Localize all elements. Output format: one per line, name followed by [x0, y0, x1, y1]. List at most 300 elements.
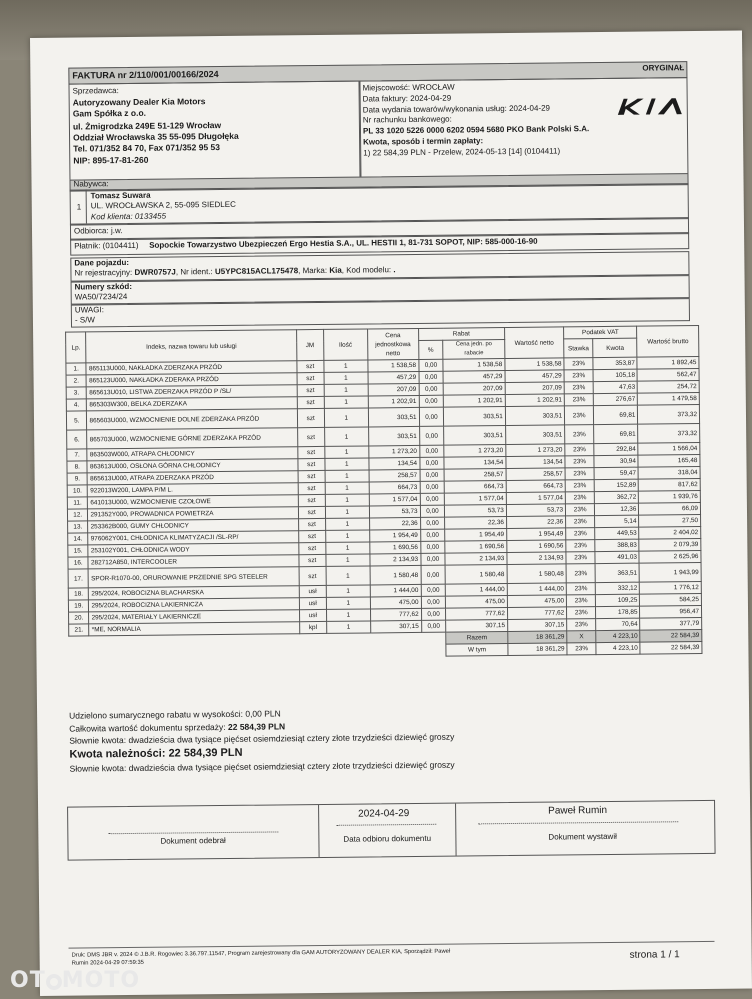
- reg-label: Nr rejestracyjny:: [74, 267, 133, 278]
- cell-name: 976062Y001, CHŁODNICA KLIMATYZACJI /SL-RP/: [88, 531, 298, 545]
- cell-net: 777,62: [507, 607, 566, 620]
- cell-jm: szt: [298, 530, 325, 542]
- cell-net: 1 273,20: [506, 444, 565, 457]
- cell-pct: 0,00: [420, 517, 445, 529]
- cell-jm: szt: [298, 458, 325, 470]
- col-vat-rate: Stawka: [564, 339, 593, 358]
- cell-qty: 1: [324, 408, 368, 427]
- cell-pct: 0,00: [420, 481, 445, 493]
- cell-qty: 1: [325, 518, 369, 530]
- cell-name: 922013W200, LAMPA P/M L.: [88, 483, 298, 497]
- cell-vat: 12,36: [595, 503, 639, 515]
- cell-rate: 23%: [565, 492, 594, 504]
- cell-name: 865113U000, NAKŁADKA ZDERZAKA PRZÓD: [86, 361, 296, 375]
- cell-jm: szt: [297, 408, 324, 427]
- cell-price: 2 134,93: [370, 553, 421, 566]
- cell-price: 1 690,56: [370, 541, 421, 554]
- cell-net: 2 134,93: [507, 552, 566, 565]
- col-qty: Ilość: [323, 329, 368, 360]
- cell-gross: 2 404,02: [639, 527, 701, 540]
- amount-due-value: 22 584,39 PLN: [168, 746, 243, 760]
- cell-rate: 23%: [564, 370, 593, 382]
- cell-dprice: 475,00: [446, 596, 508, 609]
- cell-jm: kpl: [299, 621, 326, 633]
- cell-qty: 1: [325, 530, 369, 542]
- buyer-label: Nabywca:: [73, 179, 109, 189]
- col-lp: Lp.: [66, 332, 87, 363]
- cell-lp: 8.: [67, 461, 88, 473]
- page-number: strona 1 / 1: [629, 949, 680, 961]
- cell-vat: 388,83: [595, 539, 639, 551]
- cell-price: 1 577,04: [369, 493, 420, 506]
- cell-pct: 0,00: [418, 359, 443, 371]
- place: Miejscowość: WROCŁAW: [362, 82, 455, 93]
- cell-jm: usł: [299, 585, 326, 597]
- sig-line-3: [478, 821, 678, 824]
- cell-qty: 1: [326, 609, 370, 621]
- cell-jm: szt: [297, 427, 324, 446]
- col-vat: Podatek VAT: [564, 326, 637, 339]
- cell-name: 865613U010, LISTWA ZDERZAKA PRZÓD P /SL/: [87, 385, 297, 399]
- cell-rate: 23%: [564, 382, 593, 394]
- cell-gross: 956,47: [640, 605, 702, 618]
- cell-vat: 449,53: [595, 527, 639, 539]
- cell-qty: 1: [324, 396, 368, 408]
- cell-lp: 5.: [66, 411, 87, 430]
- cell-net: 307,15: [507, 619, 566, 632]
- cell-gross: 1 943,99: [639, 563, 701, 583]
- cell-jm: usł: [299, 609, 326, 621]
- cell-pct: 0,00: [421, 620, 446, 632]
- cell-lp: 1.: [66, 363, 87, 375]
- cell-pct: 0,00: [420, 553, 445, 565]
- cell-dprice: 303,51: [444, 426, 506, 446]
- col-disc-price: Cena jedn. po rabacie: [443, 340, 505, 360]
- col-price: Cena jednostkowa netto: [367, 328, 418, 360]
- cell-lp: 18.: [68, 588, 89, 600]
- cell-name: 291352Y000, PROWADNICA POWIETRZA: [88, 507, 298, 521]
- cell-pct: 0,00: [420, 529, 445, 541]
- cell-qty: 1: [326, 597, 370, 609]
- issuer-name: Paweł Rumin: [548, 805, 608, 817]
- receipt-date-label: Data odbioru dokumentu: [343, 833, 432, 844]
- payer-value: Sopockie Towarzystwo Ubezpieczeń Ergo Hestia S.A., UL. HESTII 1, 81-731 SOPOT, NIP: 585-000-16-90: [149, 236, 538, 250]
- cell-lp: 2.: [66, 375, 87, 387]
- cell-jm: szt: [299, 542, 326, 554]
- cell-pct: 0,00: [420, 469, 445, 481]
- buyer-number: 1: [76, 202, 82, 212]
- cell-price: 1 273,20: [369, 445, 420, 458]
- sig-divider-2: [455, 804, 457, 856]
- cell-name: 641013U000, WZMOCNIENIE CZOŁOWE: [88, 495, 298, 509]
- cell-qty: 1: [325, 482, 369, 494]
- cell-pct: 0,00: [419, 445, 444, 457]
- cell-price: 1 444,00: [370, 584, 421, 597]
- cell-net: 1 577,04: [506, 492, 565, 505]
- cell-gross: 584,25: [640, 594, 702, 607]
- cell-net: 303,51: [505, 406, 564, 426]
- invoice-date: Data faktury: 2024-04-29: [362, 93, 452, 104]
- cell-jm: szt: [298, 446, 325, 458]
- cell-pct: 0,00: [419, 395, 444, 407]
- seller-line5: Tel. 071/352 84 70, Fax 071/352 95 53: [73, 142, 221, 154]
- cell-pct: 0,00: [421, 608, 446, 620]
- cell-dprice: 307,15: [446, 620, 508, 633]
- cell-lp: 20.: [69, 612, 90, 624]
- cell-rate: 23%: [565, 406, 594, 425]
- payment-terms: 1) 22 584,39 PLN - Przelew, 2024-05-13 [14] (0104411): [363, 146, 561, 158]
- cell-vat: 69,81: [594, 424, 638, 443]
- including-label: W tym: [446, 644, 508, 657]
- notes-label: UWAGI:: [74, 305, 104, 315]
- model-code: .: [393, 265, 396, 275]
- col-discount: Rabat: [418, 328, 504, 341]
- seller-line1: Autoryzowany Dealer Kia Motors: [72, 96, 206, 108]
- cell-rate: 23%: [566, 516, 595, 528]
- cell-name: 863613U000, OSŁONA GÓRNA CHŁODNICY: [87, 459, 297, 473]
- cell-qty: 1: [324, 360, 368, 372]
- cell-net: 457,29: [505, 370, 564, 383]
- damage-label: Numery szkód:: [74, 281, 133, 292]
- cell-jm: usł: [299, 597, 326, 609]
- cell-rate: 23%: [566, 595, 595, 607]
- cell-gross: 1 892,45: [637, 357, 699, 370]
- damage-value: WA50/7234/24: [74, 291, 128, 302]
- cell-dprice: 1 580,48: [445, 565, 507, 585]
- including-gross: 22 584,39: [640, 641, 702, 654]
- cell-lp: 6.: [67, 430, 88, 449]
- document-total-label: Całkowita wartość dokumentu sprzedaży:: [69, 721, 226, 734]
- cell-lp: 12.: [67, 509, 88, 521]
- cell-qty: 1: [325, 506, 369, 518]
- payment-label: Kwota, sposób i termin zapłaty:: [363, 136, 484, 147]
- seller-label: Sprzedawca:: [72, 86, 119, 96]
- total-gross: 22 584,39: [640, 629, 702, 642]
- cell-vat: 353,87: [593, 357, 637, 369]
- reg-number: DWR0757J: [134, 267, 176, 277]
- cell-dprice: 134,54: [444, 457, 506, 470]
- cell-price: 207,09: [368, 383, 419, 396]
- cell-dprice: 207,09: [444, 383, 506, 396]
- cell-dprice: 22,36: [445, 517, 507, 530]
- cell-lp: 10.: [67, 485, 88, 497]
- cell-pct: 0,00: [420, 505, 445, 517]
- cell-vat: 363,51: [595, 563, 639, 582]
- cell-price: 1 538,58: [368, 359, 419, 372]
- issue-date: Data wydania towarów/wykonania usług: 2024-04-29: [362, 103, 551, 115]
- cell-lp: 4.: [66, 399, 87, 411]
- receipt-date: 2024-04-29: [358, 808, 410, 820]
- cell-jm: szt: [299, 566, 326, 585]
- cell-qty: 1: [324, 427, 368, 446]
- cell-name: SPOR-R1070-00, ORUROWANIE PRZEDNIE SPG STEELER: [89, 567, 299, 588]
- cell-vat: 362,72: [595, 491, 639, 503]
- total-label: Razem: [446, 632, 508, 645]
- cell-name: *ME, NORMALIA: [89, 622, 299, 636]
- cell-rate: 23%: [566, 583, 595, 595]
- col-jm: JM: [296, 329, 323, 360]
- cell-gross: 254,72: [638, 381, 700, 394]
- cell-vat: 109,25: [596, 594, 640, 606]
- cell-price: 22,36: [369, 517, 420, 530]
- col-disc-pct: %: [418, 340, 443, 359]
- cell-name: 295/2024, ROBOCIZNA BLACHARSKA: [89, 586, 299, 600]
- invoice-page: [30, 31, 752, 996]
- cell-price: 303,51: [368, 407, 419, 427]
- cell-jm: szt: [297, 384, 324, 396]
- including-spacer: [69, 644, 446, 660]
- cell-name: 863503W000, ATRAPA CHŁODNICY: [87, 447, 297, 461]
- cell-qty: 1: [326, 621, 370, 633]
- cell-jm: szt: [297, 372, 324, 384]
- document-total: [69, 721, 285, 733]
- cell-net: 664,73: [506, 480, 565, 493]
- cell-gross: 1 939,76: [639, 491, 701, 504]
- cell-qty: 1: [325, 470, 369, 482]
- cell-vat: 47,63: [593, 381, 637, 393]
- brand: Kia: [329, 265, 342, 275]
- cell-dprice: 1 577,04: [445, 493, 507, 506]
- cell-price: 475,00: [370, 596, 421, 609]
- cell-net: 22,36: [506, 516, 565, 529]
- cell-lp: 13.: [68, 521, 89, 533]
- cell-dprice: 1 202,91: [444, 395, 506, 408]
- cell-rate: 23%: [564, 358, 593, 370]
- recipient: Odbiorca: j.w.: [73, 226, 123, 236]
- cell-jm: szt: [299, 554, 326, 566]
- invoice-title: FAKTURA nr 2/110/001/00166/2024: [72, 69, 219, 81]
- cell-name: 295/2024, ROBOCIZNA LAKIERNICZA: [89, 598, 299, 612]
- cell-net: 475,00: [507, 595, 566, 608]
- cell-gross: 1 566,04: [638, 443, 700, 456]
- cell-dprice: 457,29: [443, 371, 505, 384]
- cell-gross: 377,79: [640, 617, 702, 630]
- cell-jm: szt: [298, 518, 325, 530]
- cell-rate: 23%: [565, 468, 594, 480]
- cell-name: 253362B000, GUMY CHŁODNICY: [88, 519, 298, 533]
- cell-name: 865613U000, ATRAPA ZDERZAKA PRZÓD: [88, 471, 298, 485]
- seller-line6: NIP: 895-17-81-260: [73, 154, 149, 166]
- cell-pct: 0,00: [419, 371, 444, 383]
- cell-lp: 7.: [67, 449, 88, 461]
- cell-rate: 23%: [567, 619, 596, 631]
- cell-name: 282712A850, INTERCOOLER: [88, 555, 298, 569]
- cell-gross: 373,32: [638, 405, 700, 425]
- cell-lp: 19.: [68, 600, 89, 612]
- cell-net: 207,09: [505, 382, 564, 395]
- cell-dprice: 1 954,49: [445, 529, 507, 542]
- col-vat-amount: Kwota: [593, 338, 637, 357]
- cell-rate: 23%: [565, 456, 594, 468]
- cell-net: 1 954,49: [506, 528, 565, 541]
- cell-qty: 1: [325, 494, 369, 506]
- kia-logo-icon: [616, 94, 686, 119]
- footer-print-line1: Druk: DMS JBR v. 2024 © J.B.R. Rogowiec 3.36.797.11547, Program zarejestrowany dla GAM AUTORYZOWANY DEALER KIA, Sporządził: Paweł: [71, 948, 451, 959]
- seller-line4: Oddział Wrocławska 35 55-095 Długołęka: [72, 130, 239, 143]
- cell-net: 258,57: [506, 468, 565, 481]
- bank-label: Nr rachunku bankowego:: [362, 114, 452, 125]
- cell-rate: 23%: [566, 564, 595, 583]
- vin-number: U5YPC815ACL175478: [214, 266, 299, 277]
- cell-dprice: 53,73: [445, 505, 507, 518]
- buyer-client-code: Kod klienta: 0133455: [90, 211, 167, 222]
- watermark-text-1: OT: [10, 968, 46, 993]
- seller-line2: Gam Spółka z o.o.: [72, 107, 147, 119]
- cell-price: 134,54: [369, 457, 420, 470]
- cell-gross: 66,09: [639, 503, 701, 516]
- cell-net: 1 202,91: [505, 394, 564, 407]
- total-rate: X: [567, 631, 596, 643]
- cell-net: 303,51: [505, 425, 564, 445]
- cell-net: 1 444,00: [507, 583, 566, 596]
- received-by-label: Dokument odebrał: [160, 835, 226, 846]
- watermark-text-2: MOTO: [61, 968, 141, 993]
- col-gross: Wartość brutto: [637, 326, 699, 358]
- cell-qty: 1: [326, 542, 370, 554]
- cell-price: 307,15: [371, 620, 422, 633]
- cell-vat: 491,03: [595, 551, 639, 563]
- cell-gross: 2 625,96: [639, 551, 701, 564]
- cell-vat: 69,81: [594, 405, 638, 424]
- cell-gross: 27,50: [639, 515, 701, 528]
- document-total-value: 22 584,39 PLN: [227, 721, 286, 732]
- buyer-name: Tomasz Suwara: [90, 190, 151, 201]
- cell-qty: 1: [324, 446, 368, 458]
- cell-price: 1 954,49: [370, 529, 421, 542]
- cell-dprice: 1 444,00: [446, 584, 508, 597]
- cell-jm: szt: [297, 360, 324, 372]
- cell-qty: 1: [326, 554, 370, 566]
- cell-pct: 0,00: [419, 407, 444, 426]
- cell-dprice: 777,62: [446, 608, 508, 621]
- cell-dprice: 664,73: [445, 481, 507, 494]
- cell-pct: 0,00: [421, 596, 446, 608]
- cell-lp: 11.: [67, 497, 88, 509]
- cell-lp: 3.: [66, 387, 87, 399]
- cell-lp: 17.: [68, 569, 89, 588]
- cell-dprice: 258,57: [444, 469, 506, 482]
- cell-vat: 105,18: [593, 369, 637, 381]
- buyer-address: UL. WROCŁAWSKA 2, 55-095 SIEDLEC: [90, 199, 236, 211]
- cell-name: 253102Y001, CHŁODNICA WODY: [88, 543, 298, 557]
- cell-pct: 0,00: [421, 584, 446, 596]
- items-body: [66, 357, 702, 637]
- cell-rate: 23%: [565, 425, 594, 444]
- col-net: Wartość netto: [504, 327, 564, 359]
- cell-net: 1 538,58: [505, 358, 564, 371]
- cell-gross: 1 479,58: [638, 393, 700, 406]
- cell-net: 53,73: [506, 504, 565, 517]
- cell-lp: 14.: [68, 533, 89, 545]
- cell-vat: 30,94: [594, 455, 638, 467]
- cell-price: 53,73: [369, 505, 420, 518]
- cell-price: 1 202,91: [368, 395, 419, 408]
- cell-pct: 0,00: [421, 565, 446, 584]
- including-rate: 23%: [567, 643, 596, 655]
- cell-gross: 1 776,12: [640, 582, 702, 595]
- amount-due-label: Kwota należności:: [69, 747, 166, 761]
- including-net: 18 361,29: [508, 643, 567, 656]
- cell-pct: 0,00: [419, 457, 444, 469]
- cell-lp: 9.: [67, 473, 88, 485]
- cell-name: 295/2024, MATERIAŁY LAKIERNICZE: [89, 610, 299, 624]
- cell-qty: 1: [324, 372, 368, 384]
- watermark-o-icon: [46, 974, 62, 990]
- cell-rate: 23%: [566, 552, 595, 564]
- cell-gross: 2 079,39: [639, 539, 701, 552]
- bank-account: PL 33 1020 5226 0000 6202 0594 5680 PKO Bank Polski S.A.: [362, 124, 590, 136]
- vehicle-label: Dane pojazdu:: [74, 257, 130, 268]
- including-vat: 4 223,10: [596, 642, 640, 654]
- notes-value: - S/W: [74, 315, 96, 325]
- cell-gross: 373,32: [638, 424, 700, 444]
- sig-line-2: [336, 824, 436, 826]
- cell-qty: 1: [326, 566, 370, 585]
- footer-print-line2: Rumin 2024-04-29 07:59:35: [71, 959, 144, 967]
- cell-pct: 0,00: [419, 383, 444, 395]
- cell-rate: 23%: [565, 480, 594, 492]
- cell-vat: 5,14: [595, 515, 639, 527]
- amount-due: [69, 747, 242, 762]
- cell-price: 258,57: [369, 469, 420, 482]
- cell-net: 134,54: [506, 456, 565, 469]
- cell-jm: szt: [298, 494, 325, 506]
- cell-net: 1 690,56: [507, 540, 566, 553]
- amount-in-words-1: Słownie kwota: dwadzieścia dwa tysiące pięćset osiemdziesiąt cztery złote trzydzieści dziewięć groszy: [69, 731, 455, 746]
- cell-name: 865123U000, NAKŁADKA ZDERAKA PRZÓD: [87, 373, 297, 387]
- cell-jm: szt: [298, 482, 325, 494]
- cell-rate: 23%: [566, 540, 595, 552]
- cell-pct: 0,00: [419, 426, 444, 445]
- cell-vat: 152,89: [594, 479, 638, 491]
- cell-vat: 276,67: [593, 393, 637, 405]
- cell-qty: 1: [325, 458, 369, 470]
- cell-dprice: 303,51: [444, 407, 506, 427]
- cell-name: 865703U000, WZMOCNIENIE GÓRNE ZDERZAKA PRZÓD: [87, 428, 297, 449]
- cell-dprice: 2 134,93: [445, 553, 507, 566]
- payer-label: Płatnik: (0104411): [74, 240, 139, 251]
- items-table: [65, 325, 702, 661]
- cell-vat: 70,64: [596, 618, 640, 630]
- cell-dprice: 1 538,58: [443, 359, 505, 372]
- cell-jm: szt: [298, 470, 325, 482]
- signature-box: [67, 800, 716, 861]
- cell-price: 664,73: [369, 481, 420, 494]
- cell-price: 777,62: [370, 608, 421, 621]
- cell-qty: 1: [326, 585, 370, 597]
- cell-name: 865303W300, BELKA ZDERZAKA: [87, 397, 297, 411]
- total-vat: 4 223,10: [596, 630, 640, 642]
- cell-gross: 318,04: [638, 467, 700, 480]
- sig-line-1: [108, 831, 278, 834]
- cell-gross: 165,48: [638, 455, 700, 468]
- cell-qty: 1: [324, 384, 368, 396]
- cell-dprice: 1 273,20: [444, 445, 506, 458]
- cell-rate: 23%: [566, 528, 595, 540]
- col-name: Indeks, nazwa towaru lub usługi: [86, 330, 297, 363]
- cell-jm: szt: [297, 396, 324, 408]
- cell-name: 865603U000, WZMOCNIENIE DOLNE ZDERZAKA PRZÓD: [87, 409, 297, 430]
- cell-lp: 16.: [68, 557, 89, 569]
- cell-lp: 21.: [69, 624, 90, 636]
- issued-by-label: Dokument wystawił: [548, 831, 617, 842]
- model-label: , Kod modelu:: [341, 265, 392, 275]
- cell-pct: 0,00: [420, 493, 445, 505]
- cell-lp: 15.: [68, 545, 89, 557]
- cell-price: 457,29: [368, 371, 419, 384]
- amount-in-words-2: Słownie kwota: dwadzieścia dwa tysiące pięćset osiemdziesiąt cztery złote trzydzieści dziewięć groszy: [69, 759, 455, 774]
- cell-price: 303,51: [368, 426, 419, 446]
